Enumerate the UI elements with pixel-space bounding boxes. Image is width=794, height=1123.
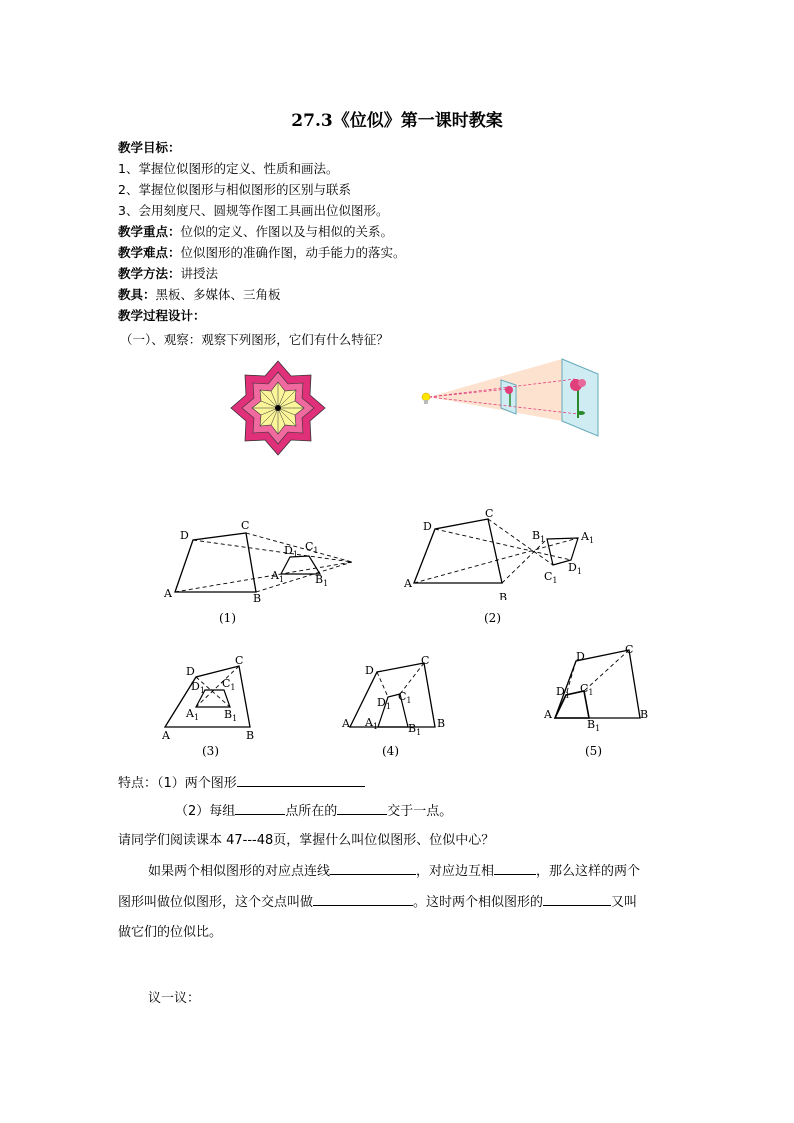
- vertex-label: B: [246, 729, 255, 742]
- vertex-label: B: [640, 708, 649, 721]
- vertex-label: $D_1$: [568, 561, 582, 576]
- vertex-label: $C_1$: [305, 540, 319, 555]
- feature-1-line: [118, 772, 365, 791]
- vertex-label: A: [544, 708, 552, 721]
- vertex-label: D: [365, 664, 374, 677]
- difficulty: [118, 243, 406, 263]
- vertex-label: C: [241, 519, 250, 532]
- vertex-label: D: [576, 650, 585, 663]
- subscript: 1: [564, 691, 570, 700]
- vertex-label: D: [186, 665, 195, 678]
- vertex-label: $C_1$: [580, 682, 594, 697]
- vertex-label: A: [162, 729, 170, 742]
- caption-2: (2): [484, 611, 501, 625]
- vertex-label: $B_1$: [224, 708, 238, 723]
- subscript: 1: [416, 728, 422, 737]
- def-f: 又叫: [611, 895, 638, 910]
- key-points: [118, 222, 393, 242]
- subscript: 1: [588, 536, 595, 545]
- subscript: 1: [292, 550, 298, 559]
- vertex-label: $D_1$: [377, 696, 391, 711]
- page-title: 27.3《位似》第一课时教案: [291, 111, 503, 131]
- subscript: 1: [278, 575, 285, 584]
- subscript: 1: [372, 722, 379, 731]
- blank-5[interactable]: [494, 861, 536, 875]
- blank-3[interactable]: [337, 801, 387, 815]
- vertex-label: C: [421, 654, 430, 667]
- vertex-label: B: [253, 592, 262, 605]
- def-b: ，对应边互相: [416, 864, 495, 879]
- key-label: 教学重点：: [118, 224, 181, 239]
- vertex-label: $A_1$: [271, 569, 285, 584]
- vertex-label: D: [423, 520, 432, 533]
- feature-1: （1）两个图形: [157, 776, 237, 791]
- vertex-label: A: [164, 587, 172, 600]
- projection-figure: [418, 354, 603, 440]
- caption-4: (4): [382, 744, 399, 758]
- blank-6[interactable]: [313, 892, 413, 906]
- subscript: 1: [540, 535, 546, 544]
- blank-4[interactable]: [330, 861, 416, 875]
- subscript: 1: [552, 576, 558, 585]
- figure-1: [155, 515, 360, 610]
- star-flower-figure: [222, 360, 334, 456]
- figure-5: [540, 640, 655, 735]
- discuss-heading: 议一议：: [148, 991, 201, 1006]
- caption-1: (1): [219, 611, 236, 625]
- def-a: 如果两个相似图形的对应点连线: [148, 864, 331, 879]
- key-text: 位似的定义、作图以及与相似的关系。: [180, 224, 394, 239]
- vertex-label: $D_1$: [284, 544, 298, 559]
- difficulty-label: 教学难点：: [118, 245, 181, 260]
- process-heading: 教学过程设计：: [118, 308, 206, 323]
- vertex-label: $C_1$: [398, 690, 412, 705]
- subscript: 1: [193, 713, 200, 722]
- vertex-label: C: [625, 643, 634, 656]
- vertex-label: B: [499, 591, 508, 600]
- subscript: 1: [576, 567, 582, 576]
- def-d: 图形叫做位似图形，这个交点叫做: [118, 895, 314, 910]
- subscript: 1: [595, 724, 601, 733]
- feature-2-b: 点所在的: [285, 804, 338, 819]
- vertex-label: A: [342, 717, 350, 730]
- caption-3: (3): [202, 744, 219, 758]
- figure-2: [400, 505, 605, 600]
- subscript: 1: [199, 686, 205, 695]
- subscript: 1: [230, 683, 236, 692]
- blank-1[interactable]: [237, 773, 365, 787]
- figure-3: [158, 652, 263, 744]
- vertex-label: $C_1$: [544, 570, 558, 585]
- vertex-label: C: [485, 507, 494, 520]
- feature-label: 特点：: [118, 776, 158, 791]
- method-text: 讲授法: [180, 266, 219, 281]
- vertex-label: D: [180, 529, 189, 542]
- goal-2: 2、掌握位似图形与相似图形的区别与联系: [118, 182, 351, 197]
- vertex-label: $B_1$: [315, 573, 329, 588]
- vertex-label: $A_1$: [581, 530, 595, 545]
- observe-question: （一）、观察：观察下列图形，它们有什么特征？: [120, 332, 389, 347]
- blank-7[interactable]: [543, 892, 611, 906]
- vertex-label: $D_1$: [191, 680, 205, 695]
- vertex-label: $B_1$: [587, 718, 601, 733]
- subscript: 1: [588, 688, 594, 697]
- definition-line-1: [148, 860, 640, 879]
- reading-instruction: 请同学们阅读课本 47---48页，掌握什么叫位似图形、位似中心？: [118, 833, 495, 848]
- vertex-label: $B_1$: [532, 529, 546, 544]
- light-bulb-icon: [422, 393, 430, 404]
- tools: [118, 285, 281, 305]
- feature-2-a: （2）每组: [175, 804, 236, 819]
- vertex-label: C: [235, 654, 244, 667]
- vertex-label: $D_1$: [556, 685, 570, 700]
- vertex-label: B: [437, 717, 446, 730]
- vertex-label: $A_1$: [186, 707, 200, 722]
- figure-4: [340, 652, 450, 742]
- feature-2-line: [175, 800, 452, 819]
- subscript: 1: [323, 579, 329, 588]
- goals-heading: 教学目标：: [118, 140, 181, 155]
- subscript: 1: [406, 696, 412, 705]
- vertex-label: A: [404, 577, 412, 590]
- method: [118, 264, 218, 284]
- def-c: ，那么这样的两个: [536, 864, 641, 879]
- vertex-label: $B_1$: [408, 722, 422, 737]
- def-e: 。这时两个相似图形的: [413, 895, 544, 910]
- tools-label: 教具：: [118, 287, 156, 302]
- subscript: 1: [232, 714, 238, 723]
- method-label: 教学方法：: [118, 266, 181, 281]
- vertex-label: $C_1$: [222, 677, 236, 692]
- difficulty-text: 位似图形的准确作图，动手能力的落实。: [180, 245, 406, 260]
- definition-line-2: [118, 891, 637, 910]
- vertex-label: $A_1$: [365, 716, 379, 731]
- tools-text: 黑板、多媒体、三角板: [155, 287, 281, 302]
- goal-1: 1、掌握位似图形的定义、性质和画法。: [118, 161, 339, 176]
- caption-5: (5): [585, 744, 602, 758]
- goal-3: 3、会用刻度尺、圆规等作图工具画出位似图形。: [118, 203, 389, 218]
- subscript: 1: [385, 702, 391, 711]
- def-g: 做它们的位似比。: [118, 925, 223, 940]
- subscript: 1: [313, 546, 319, 555]
- blank-2[interactable]: [235, 801, 285, 815]
- feature-2-c: 交于一点。: [387, 804, 453, 819]
